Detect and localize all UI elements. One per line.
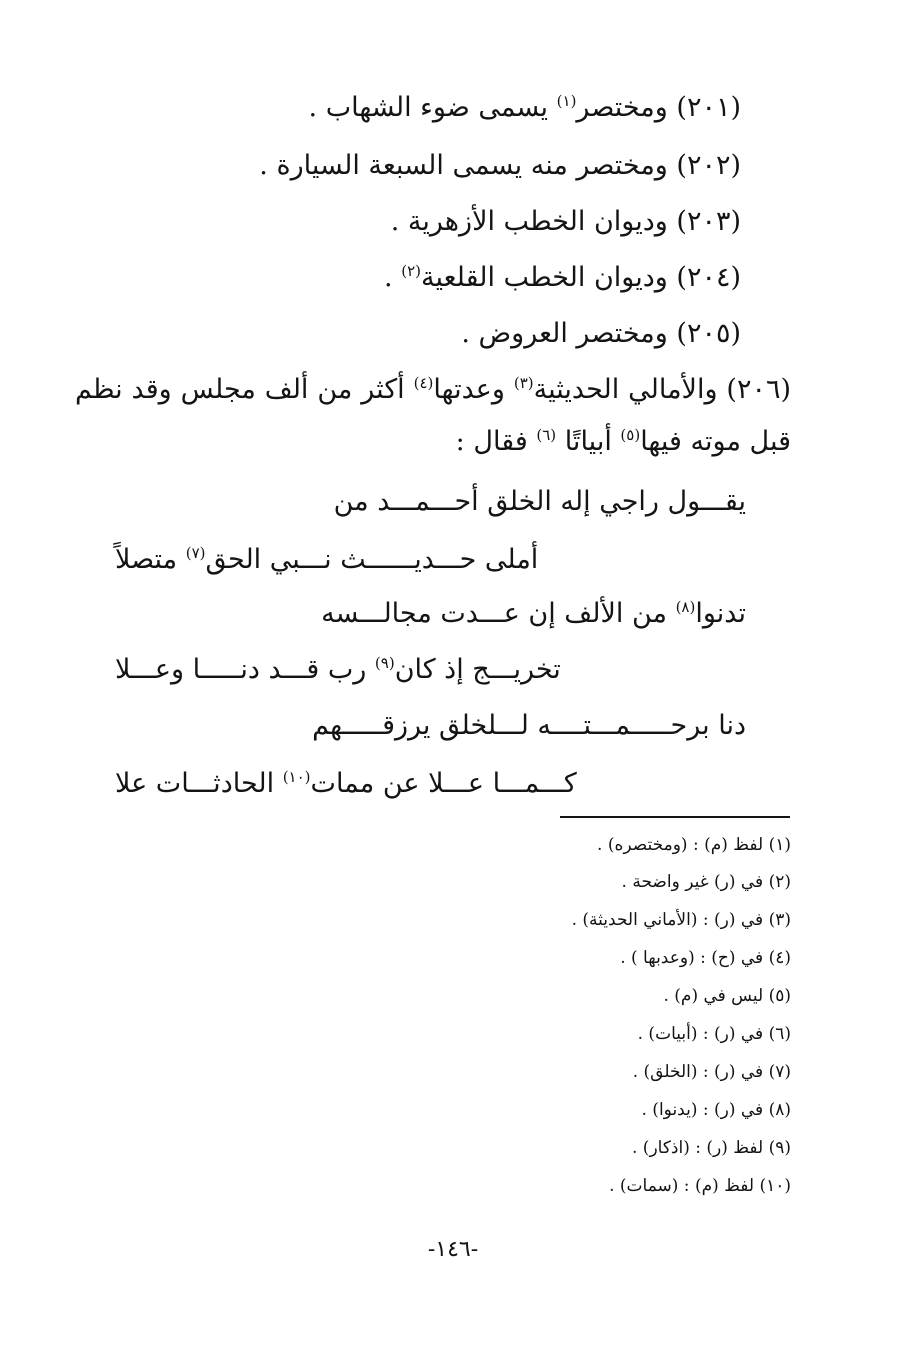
footnote-10: (١٠) لفظ (م) : (سمات) . bbox=[609, 1176, 791, 1196]
verse-text: أملى حـــديــــــث نـــبي الحق bbox=[205, 544, 539, 575]
entry-205 bbox=[461, 316, 741, 352]
footnote-4: (٤) في (ح) : (وعدبها ) . bbox=[620, 948, 791, 968]
footnote-ref: (٥) bbox=[620, 426, 641, 444]
verse-2-second-hemistich bbox=[115, 652, 561, 688]
footnote-separator bbox=[560, 816, 790, 818]
verse-text: كـــمـــا عـــلا عن ممات bbox=[310, 768, 577, 799]
entry-text: (٢٠٥) ومختصر العروض . bbox=[461, 318, 741, 349]
entry-202 bbox=[259, 148, 741, 184]
verse-3-first-hemistich: دنا برحـــــمـــتــــه لـــلخلق يرزقـــــهم bbox=[312, 710, 746, 741]
entry-text: (٢٠٦) والأمالي الحديثية bbox=[533, 374, 792, 405]
entry-text: يسمى ضوء الشهاب . bbox=[308, 92, 557, 123]
entry-text: وعدتها bbox=[433, 374, 514, 405]
footnote-7: (٧) في (ر) : (الخلق) . bbox=[632, 1062, 791, 1082]
entry-text: أبياتًا bbox=[556, 426, 621, 457]
entry-text: قبل موته فيها bbox=[640, 426, 791, 457]
footnote-5: (٥) ليس في (م) . bbox=[663, 986, 791, 1006]
verse-text: متصلاً bbox=[115, 544, 186, 575]
entry-206 bbox=[75, 372, 791, 408]
entry-text: (٢٠١) ومختصر bbox=[576, 92, 741, 123]
footnote-8: (٨) في (ر) : (يدنوا) . bbox=[641, 1100, 791, 1120]
verse-1-second-hemistich bbox=[115, 542, 538, 578]
footnote-6: (٦) في (ر) : (أبيات) . bbox=[637, 1024, 791, 1044]
verse-text: من الألف إن عـــدت مجالـــسه bbox=[321, 598, 676, 629]
verse-text: رب قـــد دنـــــا وعـــلا bbox=[115, 654, 375, 685]
entry-text: أكثر من ألف مجلس وقد نظم bbox=[75, 374, 414, 405]
footnote-ref: (١) bbox=[556, 92, 577, 110]
verse-text: تدنوا bbox=[695, 598, 746, 629]
footnote-ref: (٦) bbox=[536, 426, 557, 444]
verse-3-second-hemistich bbox=[115, 766, 577, 802]
footnote-9: (٩) لفظ (ر) : (اذكار) . bbox=[632, 1138, 791, 1158]
verse-text: الحادثـــات علا bbox=[115, 768, 283, 799]
entry-text: فقال : bbox=[455, 426, 537, 457]
entry-text: (٢٠٤) وديوان الخطب القلعية bbox=[421, 262, 741, 293]
footnote-ref: (٢) bbox=[401, 262, 421, 280]
entry-text: . bbox=[384, 262, 402, 293]
footnote-1: (١) لفظ (م) : (ومختصره) . bbox=[597, 835, 791, 855]
entry-204 bbox=[384, 260, 741, 296]
footnote-ref: (٧) bbox=[185, 544, 206, 562]
verse-2-first-hemistich bbox=[321, 596, 746, 632]
footnote-ref: (٩) bbox=[374, 654, 395, 672]
page-number: -١٤٦- bbox=[427, 1237, 479, 1262]
entry-text: (٢٠٣) وديوان الخطب الأزهرية . bbox=[390, 206, 741, 237]
footnote-2: (٢) في (ر) غير واضحة . bbox=[621, 872, 791, 892]
entry-201 bbox=[309, 90, 741, 126]
entry-text: (٢٠٢) ومختصر منه يسمى السبعة السيارة . bbox=[259, 150, 741, 181]
footnote-3: (٣) في (ر) : (الأماني الحديثة) . bbox=[571, 910, 791, 930]
entry-203 bbox=[391, 204, 741, 240]
verse-1-first-hemistich: يقـــول راجي إله الخلق أحـــمـــد من bbox=[333, 486, 746, 517]
entry-206-continuation bbox=[456, 424, 791, 460]
footnote-ref: (٣) bbox=[513, 374, 534, 392]
footnote-ref: (٤) bbox=[413, 374, 434, 392]
footnote-ref: (١٠) bbox=[282, 768, 311, 786]
verse-text: تخريـــج إذ كان bbox=[394, 654, 561, 685]
footnote-ref: (٨) bbox=[675, 598, 696, 616]
